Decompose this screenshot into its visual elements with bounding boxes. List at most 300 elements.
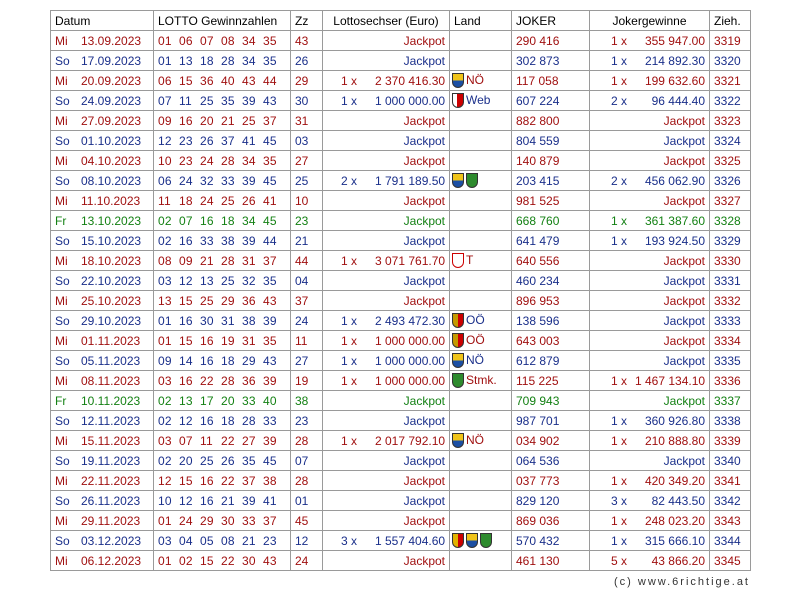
land-cell — [450, 71, 512, 91]
lotto-number: 39 — [263, 433, 277, 448]
lotto-number: 22 — [221, 433, 235, 448]
date: 26.11.2023 — [81, 493, 141, 508]
jokergewinne-cell — [590, 311, 710, 331]
lotto-number: 29 — [200, 513, 214, 528]
land-label: OÖ — [466, 332, 485, 347]
date-cell — [51, 191, 154, 211]
lotto-number: 13 — [179, 393, 193, 408]
joker-number-cell: 117 058 — [512, 71, 590, 91]
joker-amount: Jackpot — [663, 193, 705, 208]
lotto-number: 39 — [242, 93, 256, 108]
table-row — [51, 391, 751, 411]
crest-noe-icon — [466, 533, 478, 548]
sechser-cell — [323, 91, 450, 111]
winning-numbers-cell — [154, 391, 291, 411]
lotto-number: 27 — [242, 433, 256, 448]
lotto-number: 18 — [221, 353, 235, 368]
joker-number-cell: 987 701 — [512, 411, 590, 431]
date-cell — [51, 231, 154, 251]
lotto-number: 22 — [200, 373, 214, 388]
lotto-number: 33 — [221, 173, 235, 188]
lotto-number: 04 — [179, 533, 193, 548]
table-row — [51, 531, 751, 551]
sechser-amount: 1 791 189.50 — [375, 173, 446, 188]
date-cell — [51, 311, 154, 331]
joker-amount: Jackpot — [663, 133, 705, 148]
lotto-number: 35 — [221, 93, 235, 108]
lotto-number: 34 — [242, 153, 256, 168]
jokergewinne-cell — [590, 131, 710, 151]
table-row — [51, 331, 751, 351]
table-row — [51, 31, 751, 51]
joker-number-cell: 607 224 — [512, 91, 590, 111]
sechser-amount: 2 017 792.10 — [375, 433, 446, 448]
joker-amount: 315 666.10 — [644, 533, 705, 548]
lotto-number: 06 — [179, 33, 193, 48]
lotto-results-table — [50, 10, 751, 571]
lotto-number: 28 — [242, 413, 256, 428]
zusatzzahl-cell: 27 — [291, 351, 323, 371]
joker-number-cell: 460 234 — [512, 271, 590, 291]
lotto-number: 33 — [242, 393, 256, 408]
table-row — [51, 131, 751, 151]
ziehung-number-cell: 3326 — [710, 171, 751, 191]
weekday: So — [55, 453, 70, 468]
lotto-number: 41 — [242, 133, 256, 148]
lotto-number: 28 — [221, 253, 235, 268]
table-row — [51, 171, 751, 191]
sechser-cell — [323, 71, 450, 91]
land-cell — [450, 111, 512, 131]
lotto-number: 31 — [242, 253, 256, 268]
date: 19.11.2023 — [81, 453, 141, 468]
joker-count: 1 x — [611, 213, 628, 228]
lotto-number: 01 — [158, 33, 172, 48]
zusatzzahl-cell: 10 — [291, 191, 323, 211]
ziehung-number-cell: 3331 — [710, 271, 751, 291]
jokergewinne-cell — [590, 371, 710, 391]
lotto-number: 03 — [158, 533, 172, 548]
lotto-number: 08 — [158, 253, 172, 268]
jokergewinne-cell — [590, 551, 710, 571]
sechser-cell — [323, 551, 450, 571]
lotto-number: 12 — [179, 493, 193, 508]
lotto-number: 15 — [179, 473, 193, 488]
table-row — [51, 111, 751, 131]
zusatzzahl-cell: 28 — [291, 431, 323, 451]
joker-amount: Jackpot — [663, 293, 705, 308]
winning-numbers-cell — [154, 551, 291, 571]
ziehung-number-cell: 3322 — [710, 91, 751, 111]
land-cell — [450, 551, 512, 571]
sechser-amount: 1 000 000.00 — [375, 93, 446, 108]
lotto-number: 11 — [158, 193, 171, 208]
date-cell — [51, 391, 154, 411]
lotto-number: 08 — [221, 533, 235, 548]
date: 29.10.2023 — [81, 313, 142, 328]
weekday: Mi — [55, 73, 68, 88]
date-cell — [51, 551, 154, 571]
lotto-number: 02 — [158, 453, 172, 468]
ziehung-number-cell: 3345 — [710, 551, 751, 571]
sechser-cell — [323, 351, 450, 371]
lotto-number: 02 — [158, 213, 172, 228]
jokergewinne-cell — [590, 491, 710, 511]
land-cell — [450, 151, 512, 171]
winning-numbers-cell — [154, 71, 291, 91]
land-cell — [450, 271, 512, 291]
land-label: Stmk. — [466, 372, 497, 387]
date-cell — [51, 171, 154, 191]
sechser-cell — [323, 411, 450, 431]
lotto-number: 20 — [179, 453, 193, 468]
date: 08.10.2023 — [81, 173, 142, 188]
lotto-number: 07 — [200, 33, 214, 48]
zusatzzahl-cell: 24 — [291, 551, 323, 571]
weekday: Mi — [55, 293, 68, 308]
lotto-number: 37 — [221, 133, 235, 148]
lotto-number: 01 — [158, 333, 172, 348]
lotto-number: 24 — [200, 153, 214, 168]
sechser-count: 1 x — [341, 333, 358, 348]
winning-numbers-cell — [154, 451, 291, 471]
table-row — [51, 311, 751, 331]
lotto-number: 07 — [179, 213, 193, 228]
lotto-number: 07 — [179, 433, 193, 448]
sechser-cell — [323, 111, 450, 131]
joker-number-cell: 138 596 — [512, 311, 590, 331]
joker-count: 1 x — [611, 413, 628, 428]
lotto-number: 34 — [242, 213, 256, 228]
joker-count: 1 x — [611, 433, 628, 448]
lotto-number: 12 — [158, 473, 172, 488]
joker-number-cell: 037 773 — [512, 471, 590, 491]
zusatzzahl-cell: 21 — [291, 231, 323, 251]
lotto-number: 38 — [263, 473, 277, 488]
lotto-number: 02 — [158, 393, 172, 408]
ziehung-number-cell: 3325 — [710, 151, 751, 171]
lotto-number: 26 — [200, 133, 214, 148]
results-body — [51, 31, 751, 571]
sechser-amount: 2 493 472.30 — [375, 313, 446, 328]
lotto-number: 16 — [200, 413, 214, 428]
zusatzzahl-cell: 19 — [291, 371, 323, 391]
joker-number-cell: 140 879 — [512, 151, 590, 171]
date-cell — [51, 71, 154, 91]
lotto-number: 31 — [221, 313, 235, 328]
date: 01.10.2023 — [81, 133, 142, 148]
joker-number-cell: 804 559 — [512, 131, 590, 151]
weekday: Mi — [55, 513, 68, 528]
weekday: So — [55, 273, 70, 288]
zusatzzahl-cell: 12 — [291, 531, 323, 551]
land-cell — [450, 451, 512, 471]
joker-count: 1 x — [611, 373, 628, 388]
lotto-number: 05 — [200, 533, 214, 548]
winning-numbers-cell — [154, 171, 291, 191]
zusatzzahl-cell: 31 — [291, 111, 323, 131]
zusatzzahl-cell: 03 — [291, 131, 323, 151]
lotto-number: 25 — [221, 193, 235, 208]
jokergewinne-cell — [590, 431, 710, 451]
joker-amount: 193 924.50 — [644, 233, 705, 248]
lotto-number: 29 — [242, 353, 256, 368]
lotto-number: 10 — [158, 493, 172, 508]
joker-amount: 199 632.60 — [644, 73, 705, 88]
date: 08.11.2023 — [81, 373, 141, 388]
date: 11.10.2023 — [81, 193, 141, 208]
land-cell — [450, 411, 512, 431]
lotto-number: 43 — [263, 353, 277, 368]
date-cell — [51, 451, 154, 471]
lotto-number: 21 — [200, 253, 214, 268]
land-label: NÖ — [466, 352, 484, 367]
lotto-number: 25 — [242, 113, 256, 128]
zusatzzahl-cell: 44 — [291, 251, 323, 271]
lotto-number: 37 — [242, 473, 256, 488]
jokergewinne-cell — [590, 91, 710, 111]
lotto-number: 35 — [242, 453, 256, 468]
sechser-cell — [323, 491, 450, 511]
date-cell — [51, 531, 154, 551]
jokergewinne-cell — [590, 251, 710, 271]
jokergewinne-cell — [590, 291, 710, 311]
joker-number-cell: 668 760 — [512, 211, 590, 231]
land-cell — [450, 251, 512, 271]
lotto-number: 21 — [221, 493, 235, 508]
sechser-amount: Jackpot — [403, 273, 445, 288]
col-numbers: LOTTO Gewinnzahlen — [154, 11, 291, 31]
lotto-number: 37 — [263, 513, 277, 528]
land-cell — [450, 51, 512, 71]
joker-amount: Jackpot — [663, 253, 705, 268]
weekday: So — [55, 533, 70, 548]
land-cell — [450, 391, 512, 411]
ziehung-number-cell: 3333 — [710, 311, 751, 331]
lotto-number: 41 — [263, 193, 277, 208]
ziehung-number-cell: 3342 — [710, 491, 751, 511]
joker-amount: Jackpot — [663, 353, 705, 368]
lotto-number: 10 — [158, 153, 172, 168]
sechser-count: 1 x — [341, 93, 358, 108]
table-row — [51, 271, 751, 291]
sechser-cell — [323, 451, 450, 471]
joker-amount: 82 443.50 — [651, 493, 705, 508]
lotto-number: 11 — [200, 433, 213, 448]
lotto-number: 02 — [158, 413, 172, 428]
weekday: Mi — [55, 553, 68, 568]
joker-count: 3 x — [611, 493, 628, 508]
lotto-number: 11 — [179, 93, 192, 108]
lotto-number: 16 — [200, 213, 214, 228]
joker-count: 1 x — [611, 53, 628, 68]
sechser-count: 1 x — [341, 313, 358, 328]
date-cell — [51, 271, 154, 291]
weekday: Mi — [55, 113, 68, 128]
jokergewinne-cell — [590, 31, 710, 51]
joker-count: 1 x — [611, 473, 628, 488]
table-row — [51, 51, 751, 71]
col-land: Land — [450, 11, 512, 31]
table-row — [51, 351, 751, 371]
joker-number-cell: 896 953 — [512, 291, 590, 311]
sechser-amount: Jackpot — [403, 293, 445, 308]
lotto-number: 16 — [179, 233, 193, 248]
land-cell — [450, 231, 512, 251]
joker-number-cell: 064 536 — [512, 451, 590, 471]
date: 12.11.2023 — [81, 413, 141, 428]
land-cell — [450, 371, 512, 391]
jokergewinne-cell — [590, 191, 710, 211]
weekday: So — [55, 53, 70, 68]
lotto-number: 33 — [242, 513, 256, 528]
ziehung-number-cell: 3329 — [710, 231, 751, 251]
sechser-cell — [323, 231, 450, 251]
winning-numbers-cell — [154, 111, 291, 131]
lotto-number: 37 — [263, 113, 277, 128]
sechser-amount: 1 000 000.00 — [375, 353, 446, 368]
zusatzzahl-cell: 04 — [291, 271, 323, 291]
weekday: Fr — [55, 393, 67, 408]
lotto-number: 33 — [263, 413, 277, 428]
joker-amount: 420 349.20 — [644, 473, 705, 488]
col-jokergewinne: Jokergewinne — [590, 11, 710, 31]
lotto-number: 25 — [200, 453, 214, 468]
joker-amount: 96 444.40 — [651, 93, 705, 108]
lotto-number: 09 — [158, 353, 172, 368]
lotto-number: 01 — [158, 513, 172, 528]
zusatzzahl-cell: 23 — [291, 411, 323, 431]
sechser-amount: Jackpot — [403, 213, 445, 228]
table-row — [51, 91, 751, 111]
weekday: Mi — [55, 193, 68, 208]
jokergewinne-cell — [590, 331, 710, 351]
ziehung-number-cell: 3328 — [710, 211, 751, 231]
winning-numbers-cell — [154, 131, 291, 151]
sechser-count: 1 x — [341, 433, 358, 448]
ziehung-number-cell: 3327 — [710, 191, 751, 211]
col-ziehung: Zieh. — [710, 11, 751, 31]
joker-number-cell: 302 873 — [512, 51, 590, 71]
sechser-amount: Jackpot — [403, 33, 445, 48]
lotto-number: 16 — [200, 333, 214, 348]
land-cell — [450, 311, 512, 331]
lotto-number: 24 — [179, 173, 193, 188]
land-label: NÖ — [466, 72, 484, 87]
lotto-number: 44 — [263, 233, 277, 248]
lotto-number: 16 — [200, 353, 214, 368]
date: 24.09.2023 — [81, 93, 142, 108]
weekday: So — [55, 413, 70, 428]
joker-amount: Jackpot — [663, 393, 705, 408]
sechser-amount: Jackpot — [403, 493, 445, 508]
lotto-number: 24 — [200, 193, 214, 208]
crest-ooe-icon — [452, 313, 464, 328]
lotto-number: 17 — [200, 393, 214, 408]
sechser-cell — [323, 191, 450, 211]
date: 13.10.2023 — [81, 213, 142, 228]
lotto-number: 32 — [200, 173, 214, 188]
joker-number-cell: 829 120 — [512, 491, 590, 511]
crest-steiermark-icon — [466, 173, 478, 188]
zusatzzahl-cell: 26 — [291, 51, 323, 71]
lotto-number: 03 — [158, 433, 172, 448]
winning-numbers-cell — [154, 351, 291, 371]
table-row — [51, 71, 751, 91]
joker-amount: Jackpot — [663, 313, 705, 328]
lotto-number: 16 — [179, 113, 193, 128]
date: 06.12.2023 — [81, 553, 142, 568]
land-label: Web — [466, 92, 491, 107]
date: 17.09.2023 — [81, 53, 142, 68]
sechser-cell — [323, 51, 450, 71]
date: 20.09.2023 — [81, 73, 142, 88]
joker-number-cell: 709 943 — [512, 391, 590, 411]
winning-numbers-cell — [154, 31, 291, 51]
sechser-amount: Jackpot — [403, 393, 445, 408]
winning-numbers-cell — [154, 371, 291, 391]
lotto-number: 16 — [200, 493, 214, 508]
date-cell — [51, 431, 154, 451]
date-cell — [51, 491, 154, 511]
date-cell — [51, 371, 154, 391]
sechser-cell — [323, 251, 450, 271]
lotto-number: 29 — [221, 293, 235, 308]
date-cell — [51, 511, 154, 531]
weekday: So — [55, 93, 70, 108]
winning-numbers-cell — [154, 291, 291, 311]
ziehung-number-cell: 3340 — [710, 451, 751, 471]
table-row — [51, 211, 751, 231]
ziehung-number-cell: 3341 — [710, 471, 751, 491]
lotto-number: 13 — [200, 273, 214, 288]
lotto-number: 26 — [221, 453, 235, 468]
lotto-number: 06 — [158, 173, 172, 188]
sechser-cell — [323, 171, 450, 191]
land-cell — [450, 31, 512, 51]
lotto-number: 25 — [221, 273, 235, 288]
joker-number-cell: 034 902 — [512, 431, 590, 451]
lotto-number: 38 — [242, 313, 256, 328]
lotto-number: 37 — [263, 253, 277, 268]
joker-number-cell: 203 415 — [512, 171, 590, 191]
table-row — [51, 411, 751, 431]
table-row — [51, 471, 751, 491]
sechser-cell — [323, 271, 450, 291]
lotto-number: 15 — [179, 293, 193, 308]
date: 05.11.2023 — [81, 353, 141, 368]
lotto-number: 08 — [221, 33, 235, 48]
sechser-cell — [323, 291, 450, 311]
jokergewinne-cell — [590, 151, 710, 171]
table-row — [51, 511, 751, 531]
zusatzzahl-cell: 07 — [291, 451, 323, 471]
joker-number-cell: 461 130 — [512, 551, 590, 571]
lotto-number: 43 — [242, 73, 256, 88]
lotto-number: 36 — [242, 373, 256, 388]
weekday: So — [55, 493, 70, 508]
ziehung-number-cell: 3332 — [710, 291, 751, 311]
joker-amount: Jackpot — [663, 113, 705, 128]
sechser-cell — [323, 431, 450, 451]
lotto-number: 40 — [221, 73, 235, 88]
lotto-number: 26 — [242, 193, 256, 208]
lotto-number: 28 — [221, 373, 235, 388]
date-cell — [51, 471, 154, 491]
winning-numbers-cell — [154, 151, 291, 171]
date-cell — [51, 91, 154, 111]
sechser-cell — [323, 211, 450, 231]
